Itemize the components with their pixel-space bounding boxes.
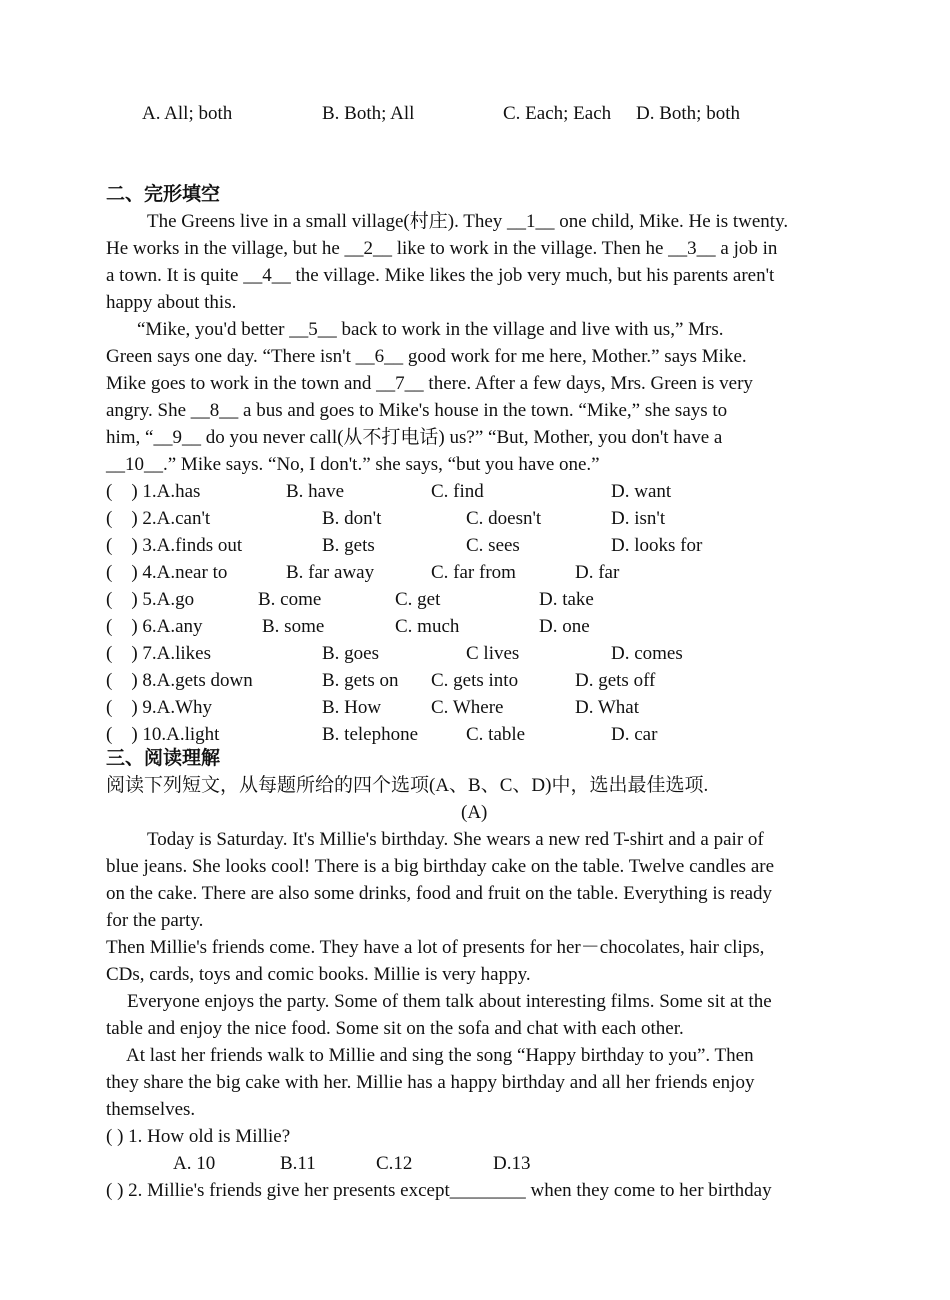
section3-heading: 三、阅读理解 [106, 748, 221, 769]
choice-c: C. get [395, 589, 441, 610]
choice-c: C. Where [431, 697, 504, 718]
passage-line: Everyone enjoys the party. Some of them talk about interesting films. Some sit at the [127, 991, 772, 1012]
question-stem: ( ) 8.A.gets down [106, 670, 253, 691]
choice-d: D. take [539, 589, 594, 610]
cloze-question [106, 613, 856, 640]
section2-heading: 二、完形填空 [106, 184, 221, 205]
cloze-question [106, 721, 856, 748]
choice-c: C. table [466, 724, 526, 745]
choice-c: C. far from [431, 562, 516, 583]
cloze-question [106, 559, 856, 586]
passage-line: Today is Saturday. It's Millie's birthday. She wears a new red T-shirt and a pair of [147, 829, 764, 850]
choice-b: B. goes [322, 643, 379, 664]
choice-b: B. gets [322, 535, 375, 556]
passage-line: for the party. [106, 910, 204, 931]
choice-c: C. find [431, 481, 484, 502]
cloze-question [106, 586, 856, 613]
section3-instruction: 阅读下列短文，从每题所给的四个选项(A、B、C、D)中，选出最佳选项. [106, 775, 709, 796]
choice-b: B. How [322, 697, 382, 718]
passage-line: themselves. [106, 1099, 196, 1120]
cloze-line: a town. It is quite __4__ the village. Mike likes the job very much, but his parents aren't [106, 265, 775, 286]
cloze-question [106, 505, 856, 532]
passage-line: blue jeans. She looks cool! There is a big birthday cake on the table. Twelve candles are [106, 856, 775, 877]
choice-d: D. far [575, 562, 620, 583]
choice-b: B. telephone [322, 724, 419, 745]
reading-question-stem: ( ) 2. Millie's friends give her presents except________ when they come to her birthday [106, 1180, 772, 1201]
question-stem: ( ) 3.A.finds out [106, 535, 243, 556]
passage-line: they share the big cake with her. Millie has a happy birthday and all her friends enjoy [106, 1072, 755, 1093]
choice-b: B. have [286, 481, 345, 502]
passage-line: At last her friends walk to Millie and sing the song “Happy birthday to you”. Then [126, 1045, 754, 1066]
cloze-line: Green says one day. “There isn't __6__ good work for me here, Mother.” says Mike. [106, 346, 747, 367]
choice-d: D. comes [611, 643, 683, 664]
cloze-question [106, 694, 856, 721]
passage-line: on the cake. There are also some drinks, food and fruit on the table. Everything is ready [106, 883, 773, 904]
choice-b: B. come [258, 589, 322, 610]
option-c: C. Each; Each [503, 103, 612, 124]
cloze-line: He works in the village, but he __2__ like to work in the village. Then he __3__ a job in [106, 238, 778, 259]
choice-d: D. want [611, 481, 672, 502]
passage-label: (A) [461, 802, 488, 823]
choice-d: D. What [575, 697, 640, 718]
choice-b: B. far away [286, 562, 375, 583]
question-stem: ( ) 5.A.go [106, 589, 195, 610]
cloze-line: him, “__9__ do you never call(从不打电话) us?” “But, Mother, you don't have a [106, 427, 723, 448]
cloze-question [106, 532, 856, 559]
choice-d: D. gets off [575, 670, 656, 691]
choice-d: D.13 [493, 1153, 531, 1174]
choice-a: A. 10 [173, 1153, 216, 1174]
choice-d: D. isn't [611, 508, 666, 529]
passage-line: table and enjoy the nice food. Some sit on the sofa and chat with each other. [106, 1018, 684, 1039]
question-stem: ( ) 6.A.any [106, 616, 203, 637]
cloze-question [106, 667, 856, 694]
reading-question-stem: ( ) 1. How old is Millie? [106, 1126, 291, 1147]
cloze-line: happy about this. [106, 292, 237, 313]
choice-c: C lives [466, 643, 520, 664]
top-options-row [106, 100, 856, 127]
choice-d: D. looks for [611, 535, 703, 556]
cloze-line: angry. She __8__ a bus and goes to Mike's house in the town. “Mike,” she says to [106, 400, 728, 421]
question-stem: ( ) 2.A.can't [106, 508, 211, 529]
passage-line: CDs, cards, toys and comic books. Millie is very happy. [106, 964, 531, 985]
question-stem: ( ) 9.A.Why [106, 697, 213, 718]
option-d: D. Both; both [636, 103, 740, 124]
choice-b: B.11 [280, 1153, 316, 1174]
option-b: B. Both; All [322, 103, 415, 124]
choice-d: D. car [611, 724, 658, 745]
choice-c: C.12 [376, 1153, 413, 1174]
question-stem: ( ) 1.A.has [106, 481, 201, 502]
choice-b: B. some [262, 616, 325, 637]
cloze-line: Mike goes to work in the town and __7__ there. After a few days, Mrs. Green is very [106, 373, 753, 394]
cloze-line: “Mike, you'd better __5__ back to work in the village and live with us,” Mrs. [137, 319, 724, 340]
question-stem: ( ) 10.A.light [106, 724, 220, 745]
question-stem: ( ) 7.A.likes [106, 643, 212, 664]
cloze-question [106, 640, 856, 667]
choice-c: C. doesn't [466, 508, 542, 529]
choice-b: B. gets on [322, 670, 399, 691]
cloze-question [106, 478, 856, 505]
choice-b: B. don't [322, 508, 382, 529]
cloze-line: The Greens live in a small village(村庄). They __1__ one child, Mike. He is twenty. [147, 211, 789, 232]
cloze-line: __10__.” Mike says. “No, I don't.” she says, “but you have one.” [106, 454, 600, 475]
choice-c: C. much [395, 616, 460, 637]
choice-c: C. gets into [431, 670, 519, 691]
question-stem: ( ) 4.A.near to [106, 562, 228, 583]
option-a: A. All; both [142, 103, 233, 124]
reading-question-choices [106, 1150, 856, 1177]
choice-c: C. sees [466, 535, 520, 556]
passage-line: Then Millie's friends come. They have a lot of presents for her－chocolates, hair clips, [106, 937, 765, 958]
choice-d: D. one [539, 616, 590, 637]
